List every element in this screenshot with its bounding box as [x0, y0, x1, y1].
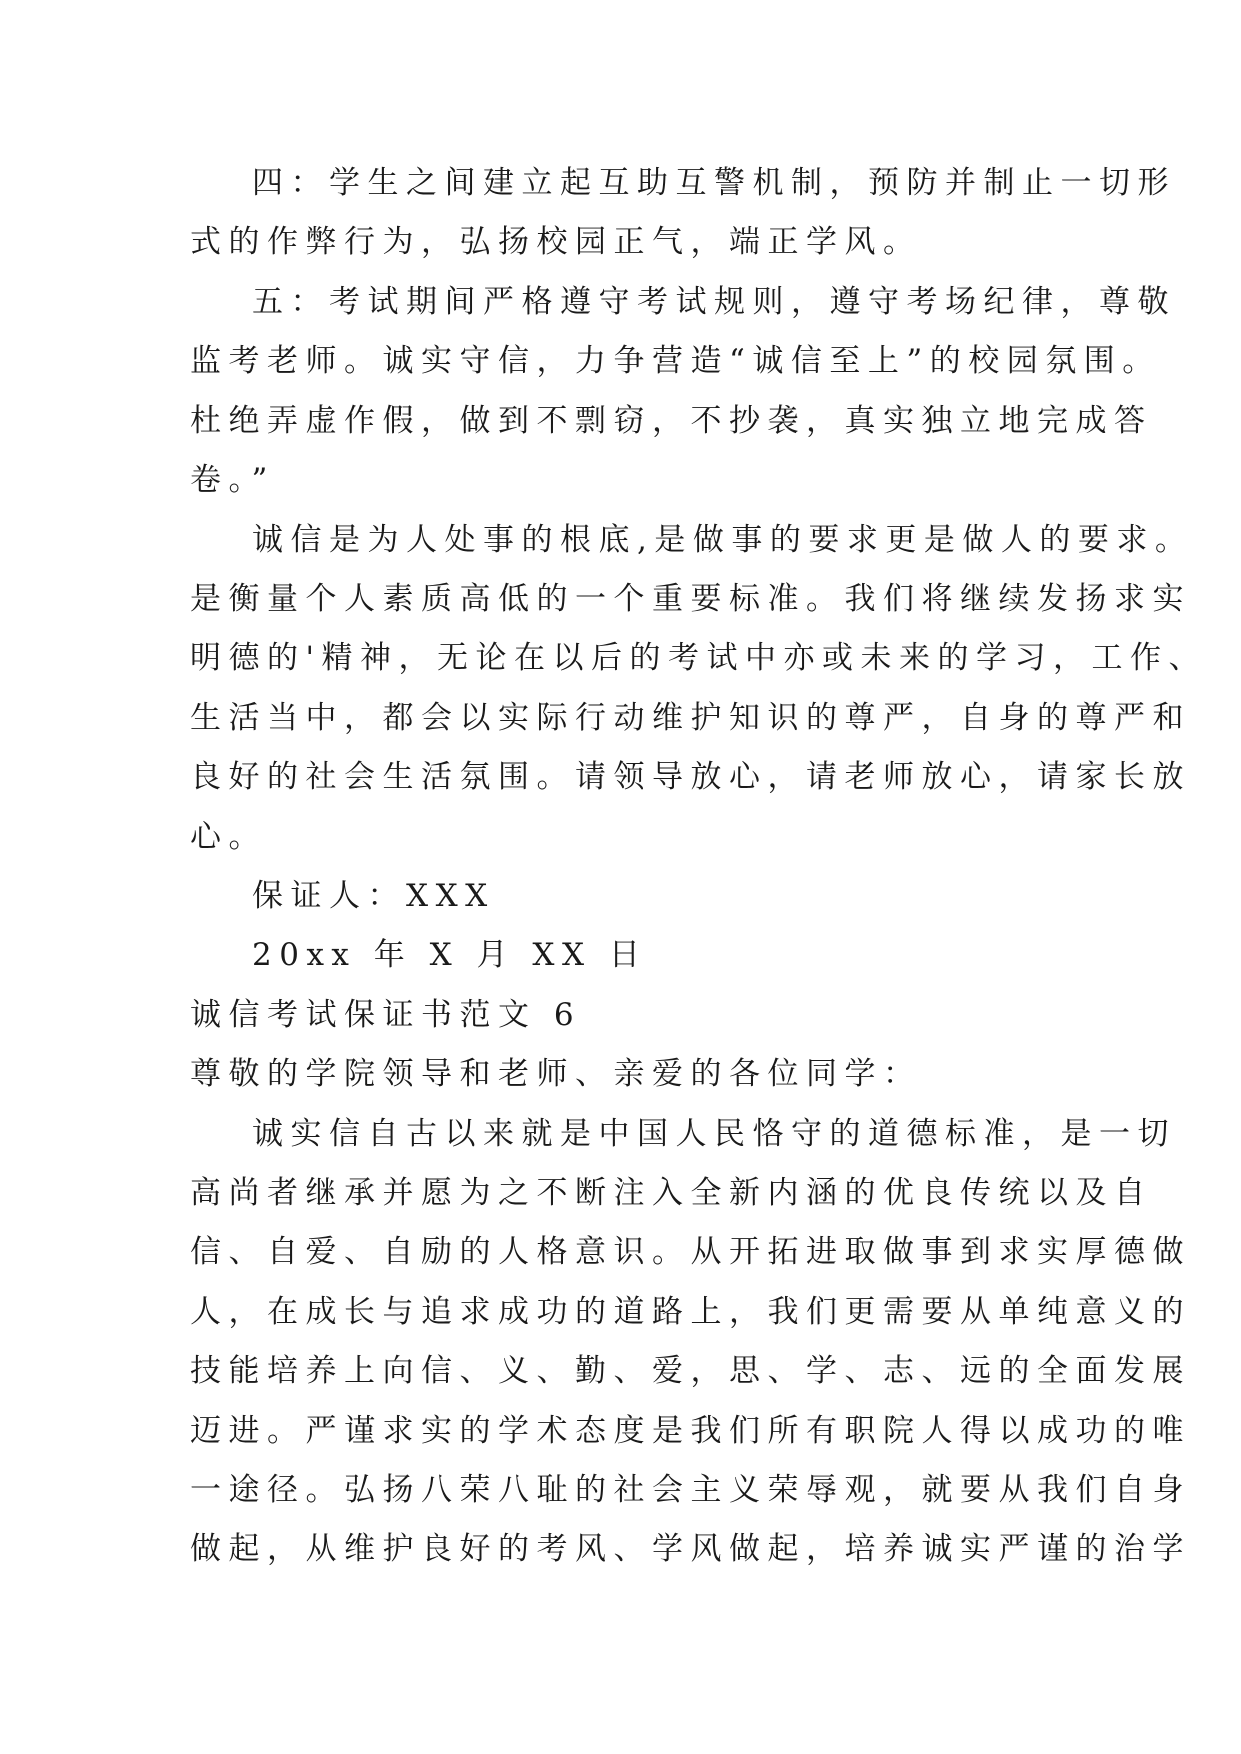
paragraph-line: 技能培养上向信、义、勤、爱，思、学、志、远的全面发展 — [190, 1353, 1191, 1389]
paragraph-line: 诚实信自古以来就是中国人民恪守的道德标准，是一切 — [252, 1116, 1176, 1152]
paragraph-line: 做起，从维护良好的考风、学风做起，培养诚实严谨的治学 — [190, 1531, 1191, 1567]
paragraph-line: 信、自爱、自励的人格意识。从开拓进取做事到求实厚德做 — [190, 1234, 1191, 1270]
paragraph-line: 高尚者继承并愿为之不断注入全新内涵的优良传统以及自 — [190, 1175, 1153, 1211]
salutation: 尊敬的学院领导和老师、亲爱的各位同学： — [190, 1056, 922, 1092]
paragraph-line: 式的作弊行为，弘扬校园正气，端正学风。 — [190, 224, 922, 260]
paragraph-line: 明德的'精神，无论在以后的考试中亦或未来的学习，工作、 — [190, 640, 1208, 676]
section-title: 诚信考试保证书范文 6 — [190, 997, 582, 1033]
paragraph-line: 四：学生之间建立起互助互警机制，预防并制止一切形 — [252, 165, 1176, 201]
paragraph-line: 迈进。严谨求实的学术态度是我们所有职院人得以成功的唯 — [190, 1413, 1191, 1449]
paragraph-line: 一途径。弘扬八荣八耻的社会主义荣辱观，就要从我们自身 — [190, 1472, 1191, 1508]
date-line: 20xx 年 X 月 XX 日 — [252, 937, 648, 973]
paragraph-line: 监考老师。诚实守信，力争营造“诚信至上”的校园氛围。 — [190, 343, 1161, 379]
paragraph-line: 是衡量个人素质高低的一个重要标准。我们将继续发扬求实 — [190, 581, 1191, 617]
paragraph-line: 五：考试期间严格遵守考试规则，遵守考场纪律，尊敬 — [252, 284, 1176, 320]
paragraph-line: 卷。” — [190, 462, 275, 498]
paragraph-line: 心。 — [190, 819, 267, 855]
paragraph-line: 生活当中，都会以实际行动维护知识的尊严，自身的尊严和 — [190, 700, 1191, 736]
paragraph-line: 人，在成长与追求成功的道路上，我们更需要从单纯意义的 — [190, 1294, 1191, 1330]
guarantor-line: 保证人：XXX — [252, 878, 495, 914]
paragraph-line: 良好的社会生活氛围。请领导放心，请老师放心，请家长放 — [190, 759, 1191, 795]
paragraph-line: 诚信是为人处事的根底,是做事的要求更是做人的要求。 — [252, 522, 1194, 558]
paragraph-line: 杜绝弄虚作假，做到不剽窃，不抄袭，真实独立地完成答 — [190, 403, 1153, 439]
